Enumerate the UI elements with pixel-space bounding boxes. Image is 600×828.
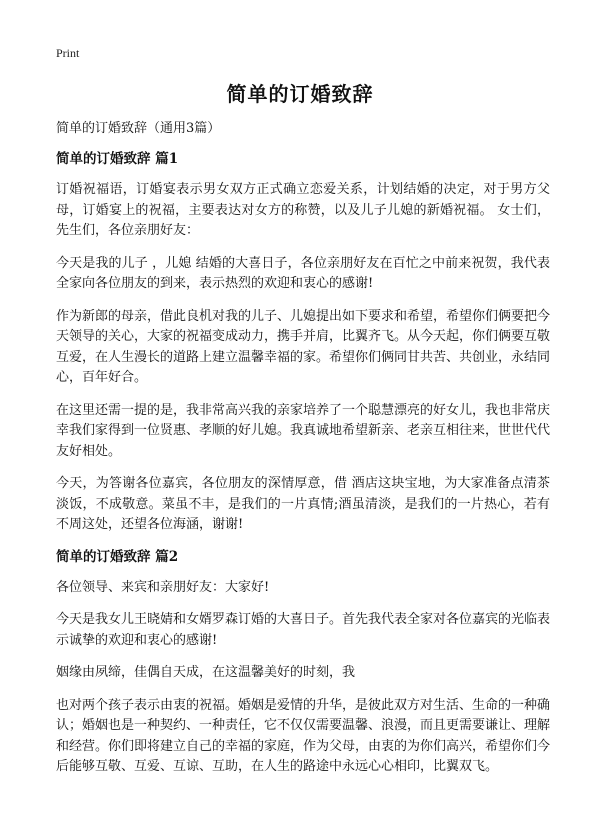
paragraph: 姻缘由夙缔，佳偶自天成，在这温馨美好的时刻，我 — [56, 665, 356, 680]
print-link[interactable]: Print — [56, 46, 80, 60]
document-subtitle: 简单的订婚致辞（通用3篇） — [56, 121, 221, 136]
section-1 — [56, 150, 550, 536]
paragraph: 今天，为答谢各位嘉宾，各位朋友的深情厚意，借 酒店这块宝地，为大家准备点清茶淡饭，不成敬意。菜虽不丰，是我们的一片真情;酒虽清淡，是我们的一片热心，若有不周这处，还望各位海涵，谢谢! — [56, 476, 550, 532]
paragraph: 今天是我的儿子 ，儿媳 结婚的大喜日子，各位亲朋好友在百忙之中前来祝贺，我代表全家向各位朋友的到来，表示热烈的欢迎和衷心的感谢! — [56, 255, 550, 291]
paragraph: 今天是我女儿王晓婧和女婿罗森订婚的大喜日子。首先我代表全家对各位嘉宾的光临表示诚挚的欢迎和衷心的感谢! — [56, 612, 551, 648]
paragraph: 各位领导、来宾和亲朋好友：大家好! — [56, 579, 270, 595]
paragraph: 作为新郎的母亲，借此良机对我的儿子、儿媳提出如下要求和希望，希望你们俩要把今天领导的关心，大家的祝福变成动力，携手并肩，比翼齐飞。从今天起，你们俩要互敬互爱，在人生漫长的道路上建立温馨幸福的家。希望你们俩同甘共苦、共创业，永结同心，百年好合。 — [56, 308, 551, 385]
section-heading: 简单的订婚致辞 篇2 — [56, 548, 179, 565]
section-heading: 简单的订婚致辞 篇1 — [56, 151, 179, 167]
paragraph: 在这里还需一提的是，我非常高兴我的亲家培养了一个聪慧漂亮的好女儿，我也非常庆幸我们家得到一位贤惠、孝顺的好儿媳。我真诚地希望新亲、老亲互相往来，世世代代友好相处。 — [56, 402, 551, 459]
paragraph: 订婚祝福语，订婚宴表示男女双方正式确立恋爱关系，计划结婚的决定，对于男方父母，订婚宴上的祝福，主要表达对女方的称赞，以及儿子儿媳的新婚祝福。 女士们，先生们，各位亲朋好友： — [56, 182, 550, 238]
section-2 — [56, 548, 550, 778]
page-title: 简单的订婚致辞 — [226, 82, 374, 106]
paragraph: 也对两个孩子表示由衷的祝福。婚姻是爱情的升华，是彼此双方对生活、生命的一种确认；婚姻也是一种契约、一种责任，它不仅仅需要温馨、浪漫，而且更需要谦让、理解和经营。你们即将建立自己的幸福的家庭，作为父母，由衷的为你们高兴，希望你们今后能够互敬、互爱、互谅、互助，在人生的路途中永远心心相印，比翼双飞。 — [56, 697, 551, 774]
document-body — [56, 120, 550, 790]
